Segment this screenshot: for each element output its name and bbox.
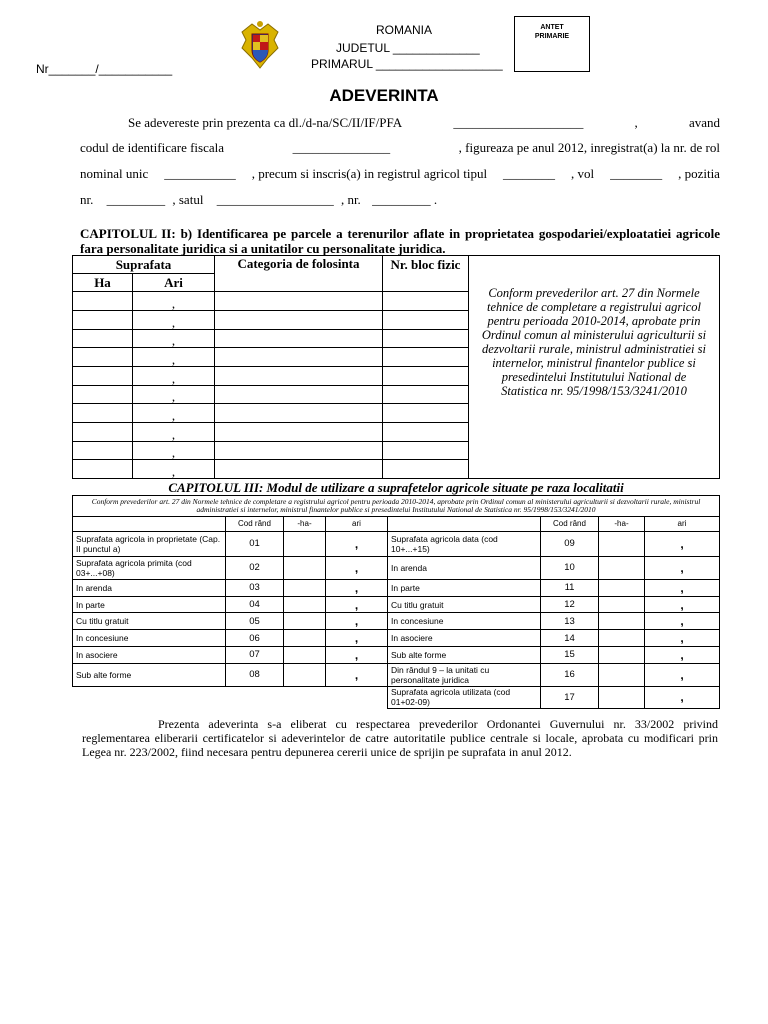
parcel-category-cell[interactable]: [215, 422, 383, 441]
ari-input-right[interactable]: ,: [645, 647, 720, 664]
land-use-table: [72, 495, 720, 709]
parcel-ha-cell[interactable]: [73, 329, 133, 348]
ari-input-left[interactable]: ,: [326, 663, 388, 686]
parcel-block-cell[interactable]: [383, 367, 469, 386]
ha-input-right[interactable]: [599, 647, 645, 664]
land-use-row: [73, 663, 720, 686]
register-text: , precum si inscris(a) in registrul agricol tipul: [251, 166, 488, 181]
row-label-left: Suprafata agricola primita (cod 03+...+08): [73, 556, 226, 579]
row-code-right: 17: [541, 686, 599, 708]
row-code-right: 15: [541, 647, 599, 664]
register-type-field[interactable]: ________: [503, 166, 556, 181]
ari-input-left[interactable]: ,: [326, 647, 388, 664]
ha-input-right[interactable]: [599, 613, 645, 630]
ari-input-left[interactable]: ,: [326, 579, 388, 596]
ha-header-left: -ha-: [284, 516, 326, 531]
village-text: , satul: [172, 192, 204, 207]
ha-header: Ha: [73, 274, 133, 292]
ha-input-left[interactable]: [284, 663, 326, 686]
regulation-note: Conform prevederilor art. 27 din Normele tehnice de completare a registrului agricol pentru perioada 2010-2014, aprobate prin Ordinul comun al ministerului agriculturii si dezvoltarii rurale, ministrul administratiei si internelor, ministrul finantelor publice si presedintelui Institutului National de Statistica nr. 95/1998/153/3241/2010: [469, 256, 720, 479]
category-header: Categoria de folosinta: [215, 256, 383, 292]
row-label-left: In asociere: [73, 647, 226, 664]
row-code-left: 06: [226, 630, 284, 647]
parcel-ari-cell[interactable]: ,: [133, 311, 215, 330]
row-code-right: 16: [541, 663, 599, 686]
row-label-right: In asociere: [388, 630, 541, 647]
row-code-left: 01: [226, 531, 284, 556]
empty-area: [73, 686, 388, 708]
ari-input-left[interactable]: ,: [326, 556, 388, 579]
ha-input-right[interactable]: [599, 663, 645, 686]
code-header-right: Cod rând: [541, 516, 599, 531]
land-use-row: [73, 630, 720, 647]
row-code-left: 05: [226, 613, 284, 630]
ari-input-right[interactable]: ,: [645, 556, 720, 579]
parcel-block-cell[interactable]: [383, 385, 469, 404]
block-header: Nr. bloc fizic: [383, 256, 469, 292]
name-field[interactable]: ____________________: [453, 115, 584, 130]
certify-text: Se adevereste prin prezenta ca dl./d-na/SC/II/IF/PFA: [128, 115, 403, 130]
ha-input-right[interactable]: [599, 556, 645, 579]
parcel-ha-cell[interactable]: [73, 385, 133, 404]
fiscal-code-text: codul de identificare fiscala: [80, 140, 225, 155]
chapter-2-title: CAPITOLUL II: b) Identificarea pe parcele a terenurilor aflate in proprietatea gospodariei/exploatatiei agricole fara personalitate juridica si a unitatilor cu personalitate juridica.: [80, 226, 720, 256]
row-label-left: In parte: [73, 596, 226, 613]
row-code-left: 07: [226, 647, 284, 664]
row-label-right: Din rândul 9 – la unitati cu personalitate juridica: [388, 663, 541, 686]
ari-input-left[interactable]: ,: [326, 630, 388, 647]
parcel-category-cell[interactable]: [215, 311, 383, 330]
parcel-block-cell[interactable]: [383, 329, 469, 348]
land-use-row: [73, 579, 720, 596]
parcel-block-cell[interactable]: [383, 441, 469, 460]
parcel-category-cell[interactable]: [215, 441, 383, 460]
parcel-category-cell[interactable]: [215, 460, 383, 479]
row-label-right: In parte: [388, 579, 541, 596]
parcel-block-cell[interactable]: [383, 348, 469, 367]
parcels-table: [72, 255, 720, 479]
row-code-right: 14: [541, 630, 599, 647]
parcel-ha-cell[interactable]: [73, 348, 133, 367]
row-code-right: 11: [541, 579, 599, 596]
having-text: avand: [688, 115, 720, 130]
row-label-left: Suprafata agricola in proprietate (Cap. II punctul a): [73, 531, 226, 556]
row-code-right: 09: [541, 531, 599, 556]
ha-input-right[interactable]: [599, 630, 645, 647]
row-label-left: Sub alte forme: [73, 663, 226, 686]
parcel-ari-cell[interactable]: ,: [133, 404, 215, 423]
ari-input-right[interactable]: ,: [645, 686, 720, 708]
parcel-block-cell[interactable]: [383, 422, 469, 441]
parcel-ari-cell[interactable]: ,: [133, 329, 215, 348]
row-code-left: 03: [226, 579, 284, 596]
ha-input-right[interactable]: [599, 531, 645, 556]
ari-input-right[interactable]: ,: [645, 663, 720, 686]
parcel-ari-cell[interactable]: ,: [133, 367, 215, 386]
ha-input-left[interactable]: [284, 531, 326, 556]
position-number-field[interactable]: _________: [106, 192, 166, 207]
letterhead-line-2: PRIMARIE: [534, 33, 570, 40]
land-use-row: [73, 556, 720, 579]
house-number-field[interactable]: _________ .: [372, 192, 438, 207]
paragraph-line-4: [80, 192, 720, 208]
parcel-block-cell[interactable]: [383, 404, 469, 423]
volume-field[interactable]: ________: [610, 166, 663, 181]
role-number-field[interactable]: ___________: [164, 166, 236, 181]
surface-header: Suprafata: [73, 256, 215, 274]
parcel-ari-cell[interactable]: ,: [133, 292, 215, 311]
number-text: nr.: [80, 192, 94, 207]
row-label-left: Cu titlu gratuit: [73, 613, 226, 630]
row-label-right: In concesiune: [388, 613, 541, 630]
parcel-ha-cell[interactable]: [73, 292, 133, 311]
ha-input-right[interactable]: [599, 579, 645, 596]
ari-input-left[interactable]: ,: [326, 613, 388, 630]
chapter-3-title: CAPITOLUL III: Modul de utilizare a suprafetelor agricole situate pe raza localitatii: [168, 480, 624, 495]
paragraph-line-1: [80, 115, 720, 131]
ha-input-left[interactable]: [284, 613, 326, 630]
parcel-ha-cell[interactable]: [73, 441, 133, 460]
letterhead-box: [514, 16, 590, 72]
volume-text: , vol: [571, 166, 595, 181]
parcel-ha-cell[interactable]: [73, 422, 133, 441]
ha-header-right: -ha-: [599, 516, 645, 531]
final-paragraph: Prezenta adeverinta s-a eliberat cu respectarea prevederilor Ordonantei Guvernului nr. 33/2002 privind reglementarea eliberarii certificatelor si adeverintelor de catre autoritatile publice centrale si locale, aprobata cu modificari prin Legea nr. 223/2002, fiind necesara pentru depunerea cererii unice de sprijin pe suprafata in anul 2012.: [82, 717, 718, 759]
parcel-category-cell[interactable]: [215, 292, 383, 311]
row-code-right: 12: [541, 596, 599, 613]
letterhead-line-1: ANTET: [540, 24, 564, 31]
ari-input-right[interactable]: ,: [645, 613, 720, 630]
parcel-block-cell[interactable]: [383, 460, 469, 479]
fiscal-code-field[interactable]: _______________: [292, 140, 391, 155]
ha-input-left[interactable]: [284, 596, 326, 613]
position-text: , pozitia: [678, 166, 720, 181]
house-number-text: , nr.: [340, 192, 361, 207]
row-label-left: In concesiune: [73, 630, 226, 647]
row-code-left: 02: [226, 556, 284, 579]
empty-cell: [388, 516, 541, 531]
parcel-category-cell[interactable]: [215, 329, 383, 348]
document-title: ADEVERINTA: [329, 86, 439, 105]
parcel-ari-cell[interactable]: ,: [133, 441, 215, 460]
parcel-ha-cell[interactable]: [73, 404, 133, 423]
parcel-category-cell[interactable]: [215, 367, 383, 386]
paragraph-line-3: [80, 166, 720, 182]
ha-input-left[interactable]: [284, 647, 326, 664]
document-number-field[interactable]: Nr_______/___________: [36, 62, 173, 76]
ari-input-left[interactable]: ,: [326, 596, 388, 613]
village-field[interactable]: __________________: [216, 192, 334, 207]
ari-header-left: ari: [326, 516, 388, 531]
comma: ,: [634, 115, 638, 130]
ari-input-right[interactable]: ,: [645, 630, 720, 647]
ha-input-left[interactable]: [284, 556, 326, 579]
ha-input-left[interactable]: [284, 579, 326, 596]
ari-header-right: ari: [645, 516, 720, 531]
parcel-ari-cell[interactable]: ,: [133, 422, 215, 441]
role-text: nominal unic: [80, 166, 149, 181]
ari-input-right[interactable]: ,: [645, 531, 720, 556]
row-code-left: 08: [226, 663, 284, 686]
parcel-category-cell[interactable]: [215, 385, 383, 404]
ari-header: Ari: [133, 274, 215, 292]
row-label-right: Sub alte forme: [388, 647, 541, 664]
code-header-left: Cod rând: [226, 516, 284, 531]
parcel-category-cell[interactable]: [215, 404, 383, 423]
registered-text: , figureaza pe anul 2012, inregistrat(a) la nr. de rol: [458, 140, 720, 155]
row-label-right: Cu titlu gratuit: [388, 596, 541, 613]
coat-of-arms-icon: [238, 18, 282, 72]
row-code-right: 10: [541, 556, 599, 579]
ha-input-right[interactable]: [599, 686, 645, 708]
parcel-ha-cell[interactable]: [73, 460, 133, 479]
row-label-right: In arenda: [388, 556, 541, 579]
mayor-field[interactable]: PRIMARUL ___________________: [311, 57, 503, 71]
paragraph-line-2: [80, 140, 720, 156]
ari-input-left[interactable]: ,: [326, 531, 388, 556]
ha-input-left[interactable]: [284, 630, 326, 647]
parcel-block-cell[interactable]: [383, 292, 469, 311]
land-use-row: [73, 531, 720, 556]
parcel-block-cell[interactable]: [383, 311, 469, 330]
land-use-row: [73, 686, 720, 708]
row-code-left: 04: [226, 596, 284, 613]
row-code-right: 13: [541, 613, 599, 630]
ari-input-right[interactable]: ,: [645, 596, 720, 613]
parcel-ha-cell[interactable]: [73, 311, 133, 330]
parcel-category-cell[interactable]: [215, 348, 383, 367]
empty-cell: [73, 516, 226, 531]
parcel-ari-cell[interactable]: ,: [133, 460, 215, 479]
row-label-right: Suprafata agricola data (cod 10+...+15): [388, 531, 541, 556]
ha-input-right[interactable]: [599, 596, 645, 613]
land-use-row: [73, 647, 720, 664]
parcel-ari-cell[interactable]: ,: [133, 348, 215, 367]
row-label-left: In arenda: [73, 579, 226, 596]
land-use-row: [73, 613, 720, 630]
country-label: ROMANIA: [376, 23, 433, 37]
parcel-ha-cell[interactable]: [73, 367, 133, 386]
ari-input-right[interactable]: ,: [645, 579, 720, 596]
land-use-row: [73, 596, 720, 613]
county-field[interactable]: JUDETUL _____________: [336, 41, 480, 55]
row-label-right: Suprafata agricola utilizata (cod 01+02-09): [388, 686, 541, 708]
regulation-note-2: Conform prevederilor art. 27 din Normele tehnice de completare a registrului agricol pentru perioada 2010-2014, aprobate prin Ordinul comun al ministerului agriculturii si dezvoltarii rurale, ministrul administratiei si internelor, ministrul finantelor publice si presedintelui Institutului National de Statistica nr. 95/1998/153/3241/2010: [73, 496, 720, 517]
parcel-ari-cell[interactable]: ,: [133, 385, 215, 404]
